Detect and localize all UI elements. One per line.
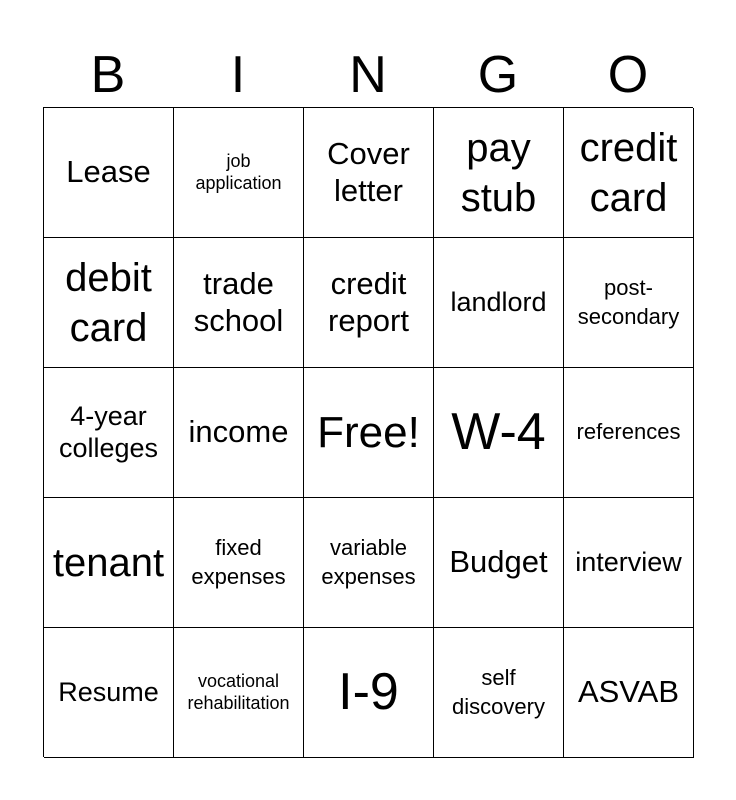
bingo-cell[interactable]: job application	[174, 108, 304, 238]
bingo-cell[interactable]: ASVAB	[564, 628, 694, 758]
header-letter-o: O	[607, 46, 649, 104]
header-letter-i: I	[230, 46, 246, 104]
header-letter-b: B	[90, 46, 126, 104]
header-letter-g: G	[477, 46, 519, 104]
bingo-cell[interactable]: variable expenses	[304, 498, 434, 628]
bingo-cell[interactable]: income	[174, 368, 304, 498]
header-letter-n: N	[349, 46, 387, 104]
bingo-cell[interactable]: Resume	[44, 628, 174, 758]
bingo-cell[interactable]: interview	[564, 498, 694, 628]
bingo-cell[interactable]: W-4	[434, 368, 564, 498]
bingo-cell[interactable]: credit report	[304, 238, 434, 368]
bingo-cell[interactable]: trade school	[174, 238, 304, 368]
bingo-cell[interactable]: 4-year colleges	[44, 368, 174, 498]
bingo-cell[interactable]: references	[564, 368, 694, 498]
bingo-cell[interactable]: pay stub	[434, 108, 564, 238]
free-space-cell[interactable]: Free!	[304, 368, 434, 498]
bingo-cell[interactable]: Budget	[434, 498, 564, 628]
bingo-header	[43, 44, 693, 106]
bingo-cell[interactable]: I-9	[304, 628, 434, 758]
bingo-cell[interactable]: Lease	[44, 108, 174, 238]
bingo-cell[interactable]: credit card	[564, 108, 694, 238]
bingo-cell[interactable]: fixed expenses	[174, 498, 304, 628]
bingo-cell[interactable]: landlord	[434, 238, 564, 368]
bingo-cell[interactable]: post- secondary	[564, 238, 694, 368]
bingo-cell[interactable]: vocational rehabilitation	[174, 628, 304, 758]
bingo-cell[interactable]: Cover letter	[304, 108, 434, 238]
bingo-cell[interactable]: self discovery	[434, 628, 564, 758]
bingo-board	[43, 107, 693, 757]
bingo-cell[interactable]: debit card	[44, 238, 174, 368]
bingo-cell[interactable]: tenant	[44, 498, 174, 628]
